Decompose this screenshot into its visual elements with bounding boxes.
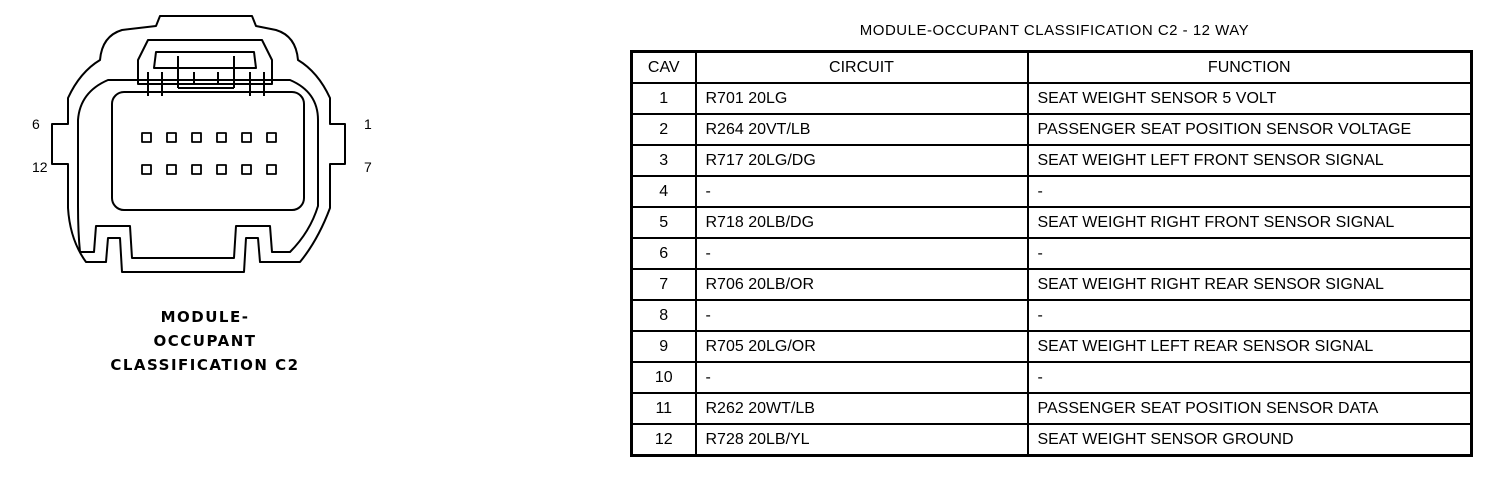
cavity-row-bottom (142, 165, 276, 174)
pin-label-12: 12 (32, 159, 48, 175)
circuit-cell: - (696, 238, 1028, 269)
circuit-cell: R701 20LG (696, 83, 1028, 114)
cav-cell: 1 (632, 83, 696, 114)
connector-caption-line-3: CLASSIFICATION C2 (110, 356, 300, 374)
header-cav: CAV (632, 52, 696, 84)
connector-caption (90, 305, 320, 377)
function-cell: SEAT WEIGHT SENSOR 5 VOLT (1028, 83, 1472, 114)
function-cell: - (1028, 238, 1472, 269)
table-row (632, 176, 1472, 207)
table-row (632, 83, 1472, 114)
cav-cell: 5 (632, 207, 696, 238)
function-cell: - (1028, 300, 1472, 331)
function-cell: PASSENGER SEAT POSITION SENSOR VOLTAGE (1028, 114, 1472, 145)
cav-cell: 8 (632, 300, 696, 331)
connector-inner-housing (78, 80, 318, 258)
table-title: MODULE-OCCUPANT CLASSIFICATION C2 - 12 WAY (859, 22, 1250, 39)
table-row (632, 300, 1472, 331)
table-row (632, 238, 1472, 269)
cav-cell: 10 (632, 362, 696, 393)
cav-cell: 9 (632, 331, 696, 362)
circuit-cell: R262 20WT/LB (696, 393, 1028, 424)
circuit-cell: R705 20LG/OR (696, 331, 1028, 362)
circuit-cell: R706 20LB/OR (696, 269, 1028, 300)
cav-cell: 6 (632, 238, 696, 269)
cav-cell: 12 (632, 424, 696, 456)
connector-latch-inner (154, 52, 256, 68)
circuit-cell: - (696, 176, 1028, 207)
function-cell: SEAT WEIGHT RIGHT REAR SENSOR SIGNAL (1028, 269, 1472, 300)
function-cell: SEAT WEIGHT RIGHT FRONT SENSOR SIGNAL (1028, 207, 1472, 238)
table-row (632, 145, 1472, 176)
connector-latch (138, 40, 272, 84)
circuit-cell: R728 20LB/YL (696, 424, 1028, 456)
table-row (632, 269, 1472, 300)
cavity-row-top (142, 133, 276, 142)
circuit-cell: - (696, 300, 1028, 331)
pin-label-6: 6 (32, 116, 40, 132)
function-cell: - (1028, 362, 1472, 393)
connector-caption-line-2: OCCUPANT (153, 332, 257, 350)
connector-face-diagram (0, 0, 420, 300)
connector-latch-ribs (148, 56, 264, 96)
table-row (632, 207, 1472, 238)
pinout-table (630, 50, 1473, 457)
function-cell: SEAT WEIGHT LEFT REAR SENSOR SIGNAL (1028, 331, 1472, 362)
table-row (632, 424, 1472, 456)
cav-cell: 4 (632, 176, 696, 207)
cav-cell: 7 (632, 269, 696, 300)
table-row (632, 114, 1472, 145)
cav-cell: 3 (632, 145, 696, 176)
cav-cell: 2 (632, 114, 696, 145)
function-cell: - (1028, 176, 1472, 207)
table-header-row (632, 52, 1472, 84)
connector-caption-line-1: MODULE- (160, 308, 250, 326)
table-row (632, 331, 1472, 362)
circuit-cell: R264 20VT/LB (696, 114, 1028, 145)
table-row (632, 362, 1472, 393)
pin-label-7: 7 (364, 159, 372, 175)
pin-label-1: 1 (364, 116, 372, 132)
function-cell: SEAT WEIGHT LEFT FRONT SENSOR SIGNAL (1028, 145, 1472, 176)
circuit-cell: R718 20LB/DG (696, 207, 1028, 238)
circuit-cell: R717 20LG/DG (696, 145, 1028, 176)
function-cell: SEAT WEIGHT SENSOR GROUND (1028, 424, 1472, 456)
table-row (632, 393, 1472, 424)
header-circuit: CIRCUIT (696, 52, 1028, 84)
header-function: FUNCTION (1028, 52, 1472, 84)
function-cell: PASSENGER SEAT POSITION SENSOR DATA (1028, 393, 1472, 424)
circuit-cell: - (696, 362, 1028, 393)
cavity-frame (112, 92, 304, 210)
cav-cell: 11 (632, 393, 696, 424)
